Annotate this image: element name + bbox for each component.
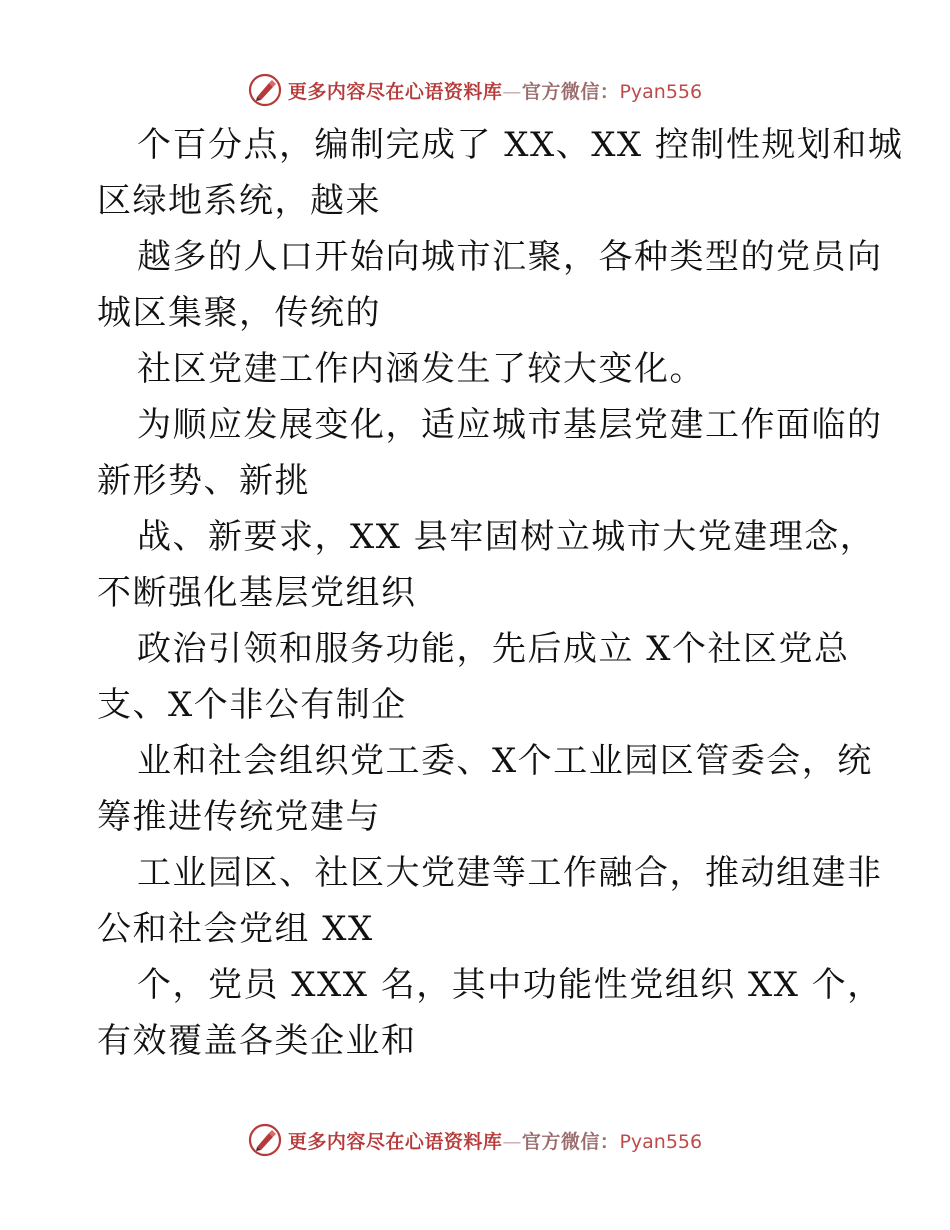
paragraph-line: 政治引领和服务功能，先后成立 X个社区党总 (137, 629, 850, 669)
paragraph-line: 新形势、新挑 (97, 461, 310, 501)
paragraph-line: 工业园区、社区大党建等工作融合，推动组建非 (137, 853, 883, 893)
paragraph-line: 社区党建工作内涵发生了较大变化。 (137, 349, 705, 389)
paragraph-line: 不断强化基层党组织 (97, 573, 417, 613)
paragraph-line: 为顺应发展变化，适应城市基层党建工作面临的 (137, 405, 883, 445)
banner-main: 更多内容尽在心语资料库 (287, 80, 503, 103)
paragraph-line: 筹推进传统党建与 (97, 797, 381, 837)
footer-banner (0, 1120, 950, 1160)
paragraph-line: 越多的人口开始向城市汇聚，各种类型的党员向 (137, 237, 883, 277)
paragraph-line: 城区集聚，传统的 (97, 293, 381, 333)
paragraph-line: 个，党员 XXX 名，其中功能性党组织 XX 个， (137, 965, 883, 1005)
banner-text (288, 1127, 702, 1154)
paragraph-8 (97, 845, 883, 957)
paragraph-6 (97, 621, 867, 733)
banner-dash: — (502, 1130, 522, 1153)
pen-logo-icon (248, 73, 282, 107)
paragraph-5 (97, 509, 876, 621)
paragraph-line: 战、新要求，XX 县牢固树立城市大党建理念， (137, 517, 876, 557)
banner-dash: — (502, 80, 522, 103)
paragraph-2 (97, 229, 883, 341)
header-banner (0, 70, 950, 110)
banner-main: 更多内容尽在心语资料库 (287, 1130, 503, 1153)
paragraph-7 (97, 733, 873, 845)
paragraph-1 (97, 117, 904, 229)
paragraph-4 (97, 397, 883, 509)
document-body (97, 117, 904, 1069)
banner-wechat-label: 官方微信： (521, 80, 620, 103)
paragraph-line: 有效覆盖各类企业和 (97, 1021, 417, 1061)
paragraph-line: 公和社会党组 XX (97, 909, 374, 949)
paragraph-9 (97, 957, 883, 1069)
paragraph-line: 区绿地系统，越来 (97, 181, 381, 221)
paragraph-line: 支、X个非公有制企 (97, 685, 407, 725)
banner-wechat-label: 官方微信： (521, 1130, 620, 1153)
pen-logo-icon (248, 1123, 282, 1157)
paragraph-line: 个百分点，编制完成了 XX、XX 控制性规划和城 (137, 125, 904, 165)
banner-wechat-id: Pyan556 (619, 80, 703, 103)
banner-text (288, 77, 702, 104)
paragraph-3 (97, 341, 867, 397)
banner-wechat-id: Pyan556 (619, 1130, 703, 1153)
paragraph-line: 业和社会组织党工委、X个工业园区管委会，统 (137, 741, 873, 781)
